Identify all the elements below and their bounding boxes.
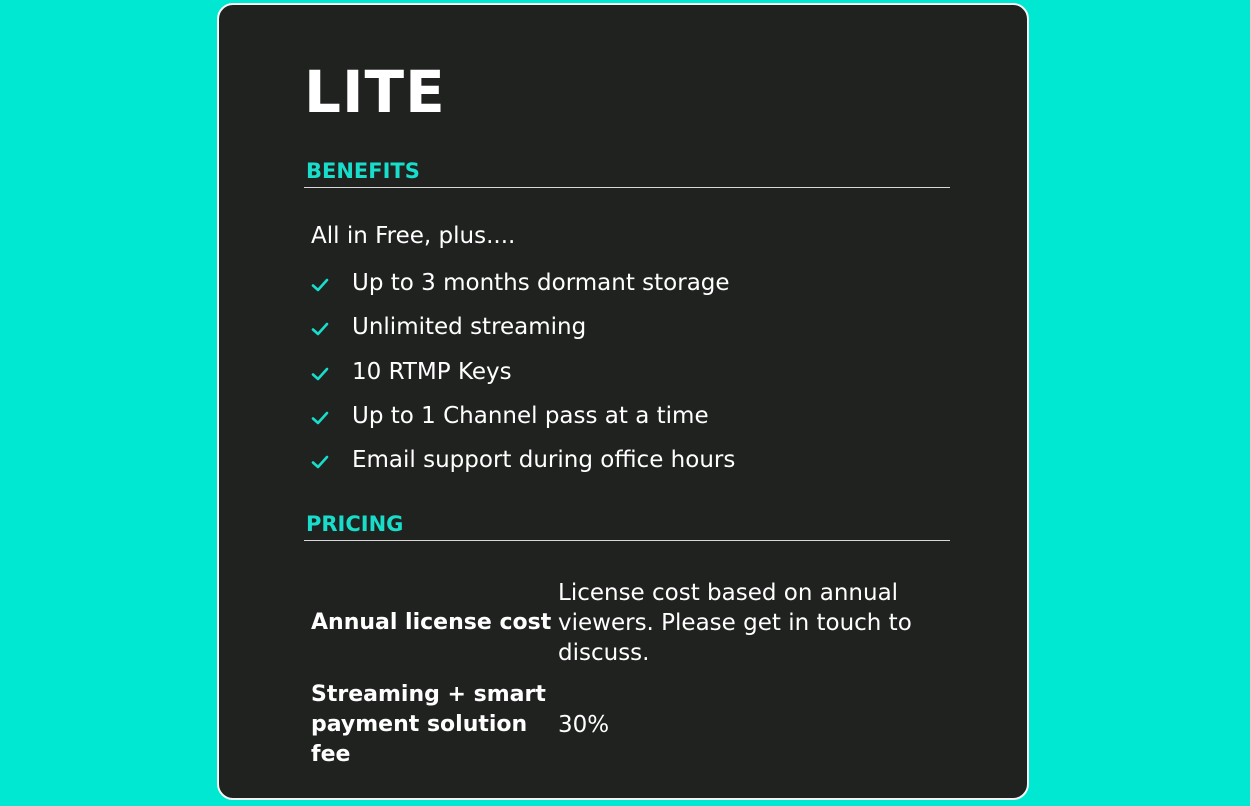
benefit-item bbox=[311, 268, 735, 312]
benefit-item bbox=[311, 312, 735, 356]
pricing-label: Annual license cost bbox=[311, 610, 552, 635]
pricing-row-annual-license bbox=[311, 574, 951, 672]
benefit-item bbox=[311, 357, 735, 401]
pricing-card bbox=[217, 3, 1029, 800]
benefit-text: Email support during office hours bbox=[352, 447, 736, 473]
benefits-list bbox=[311, 268, 735, 489]
benefits-heading: BENEFITS bbox=[304, 161, 950, 188]
check-icon bbox=[311, 278, 329, 292]
check-icon bbox=[311, 455, 329, 469]
benefit-text: 10 RTMP Keys bbox=[352, 358, 512, 385]
pricing-value: 30% bbox=[558, 711, 610, 738]
pricing-table bbox=[311, 574, 951, 777]
benefit-text: Unlimited streaming bbox=[352, 314, 587, 341]
pricing-value: License cost based on annual viewers. Please get in touch to discuss. bbox=[558, 580, 912, 666]
plan-title: LITE bbox=[304, 58, 446, 126]
pricing-label: Streaming + smart payment solution fee bbox=[311, 681, 546, 767]
pricing-heading: PRICING bbox=[304, 514, 950, 541]
check-icon bbox=[311, 411, 329, 425]
benefit-text: Up to 3 months dormant storage bbox=[352, 270, 730, 296]
benefit-item bbox=[311, 445, 735, 489]
benefit-item bbox=[311, 401, 735, 445]
benefits-intro: All in Free, plus.... bbox=[311, 223, 516, 249]
pricing-row-streaming-fee bbox=[311, 672, 951, 777]
benefit-text: Up to 1 Channel pass at a time bbox=[352, 402, 709, 429]
check-icon bbox=[311, 367, 329, 381]
check-icon bbox=[311, 322, 329, 336]
